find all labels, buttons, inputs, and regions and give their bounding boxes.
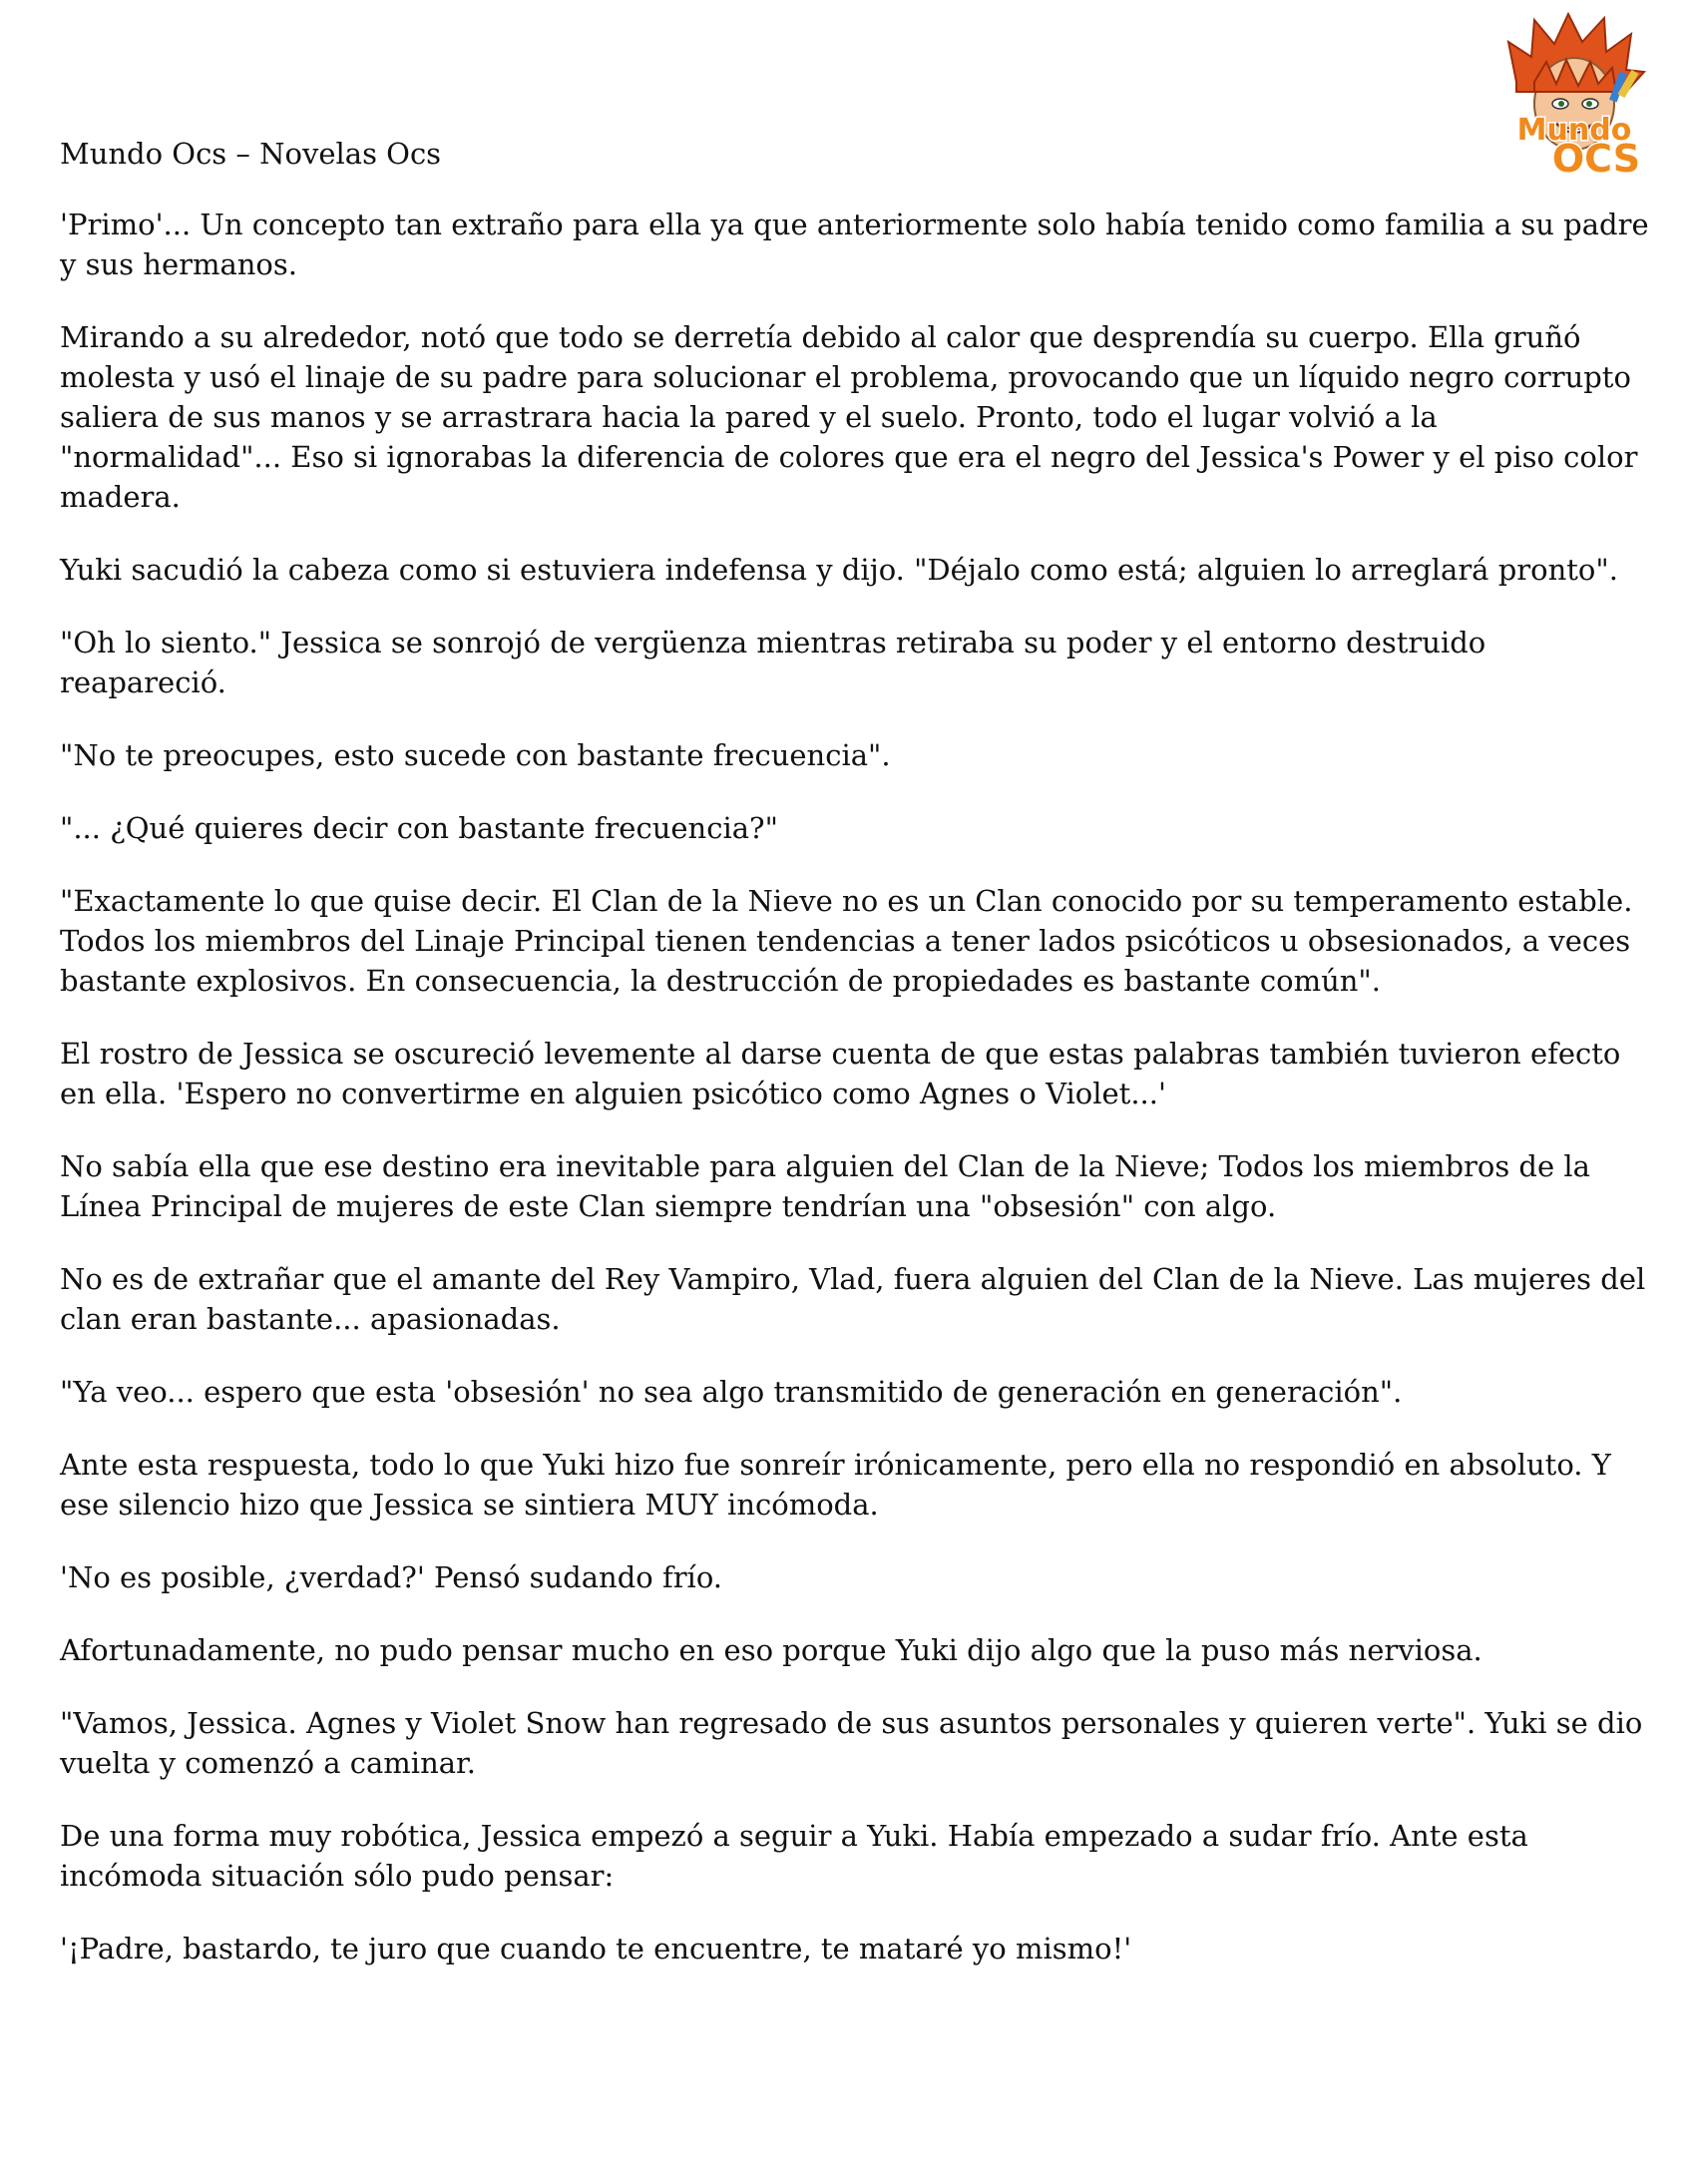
body-text bbox=[60, 205, 1656, 2001]
paragraph: Mirando a su alrededor, notó que todo se derretía debido al calor que desprendía su cuerpo. Ella gruñó molesta y usó el linaje de su padre para solucionar el problema, provocando que un líquido negro corrupto saliera de sus manos y se arrastrara hacia la pared y el suelo. Pronto, todo el lugar volvió a la "normalidad"... Eso si ignorabas la diferencia de colores que era el negro del Jessica's Power y el piso color madera. bbox=[60, 320, 1638, 514]
paragraph: "... ¿Qué quieres decir con bastante frecuencia?" bbox=[60, 811, 778, 845]
document-header: Mundo Ocs – Novelas Ocs bbox=[60, 137, 442, 171]
paragraph: '¡Padre, bastardo, te juro que cuando te encuentre, te mataré yo mismo!' bbox=[60, 1932, 1132, 1966]
paragraph: "No te preocupes, esto sucede con bastante frecuencia". bbox=[60, 738, 891, 772]
svg-text:OCS: OCS bbox=[1551, 137, 1641, 181]
paragraph: No es de extrañar que el amante del Rey Vampiro, Vlad, fuera alguien del Clan de la Nieve. Las mujeres del clan eran bastante... apasionadas. bbox=[60, 1262, 1646, 1336]
paragraph: "Oh lo siento." Jessica se sonrojó de vergüenza mientras retiraba su poder y el entorno destruido reapareció. bbox=[60, 626, 1486, 699]
paragraph: 'Primo'... Un concepto tan extraño para ella ya que anteriormente solo había tenido como familia a su padre y sus hermanos. bbox=[60, 208, 1649, 281]
mundo-ocs-logo bbox=[1486, 12, 1666, 184]
paragraph: 'No es posible, ¿verdad?' Pensó sudando frío. bbox=[60, 1560, 722, 1594]
svg-text:Mundo: Mundo bbox=[1516, 113, 1632, 148]
paragraph: Yuki sacudió la cabeza como si estuviera indefensa y dijo. "Déjalo como está; alguien lo arreglará pronto". bbox=[60, 553, 1618, 587]
paragraph: No sabía ella que ese destino era inevitable para alguien del Clan de la Nieve; Todos los miembros de la Línea Principal de mujeres de este Clan siempre tendrían una "obsesión" con algo. bbox=[60, 1149, 1590, 1223]
paragraph: El rostro de Jessica se oscureció levemente al darse cuenta de que estas palabras también tuvieron efecto en ella. 'Espero no convertirme en alguien psicótico como Agnes o Violet...' bbox=[60, 1037, 1621, 1110]
paragraph: Ante esta respuesta, todo lo que Yuki hizo fue sonreír irónicamente, pero ella no respondió en absoluto. Y ese silencio hizo que Jessica se sintiera MUY incómoda. bbox=[60, 1448, 1611, 1522]
paragraph: "Ya veo... espero que esta 'obsesión' no sea algo transmitido de generación en generación". bbox=[60, 1375, 1403, 1409]
paragraph: Afortunadamente, no pudo pensar mucho en eso porque Yuki dijo algo que la puso más nerviosa. bbox=[60, 1633, 1482, 1667]
paragraph: "Vamos, Jessica. Agnes y Violet Snow han regresado de sus asuntos personales y quieren verte". Yuki se dio vuelta y comenzó a caminar. bbox=[60, 1706, 1643, 1780]
paragraph: De una forma muy robótica, Jessica empezó a seguir a Yuki. Había empezado a sudar frío. Ante esta incómoda situación sólo pudo pensar: bbox=[60, 1819, 1528, 1893]
paragraph: "Exactamente lo que quise decir. El Clan de la Nieve no es un Clan conocido por su temperamento estable. Todos los miembros del Linaje Principal tienen tendencias a tener lados psicóticos u obsesionados, a veces bastante explosivos. En consecuencia, la destrucción de propiedades es bastante común". bbox=[60, 884, 1633, 998]
